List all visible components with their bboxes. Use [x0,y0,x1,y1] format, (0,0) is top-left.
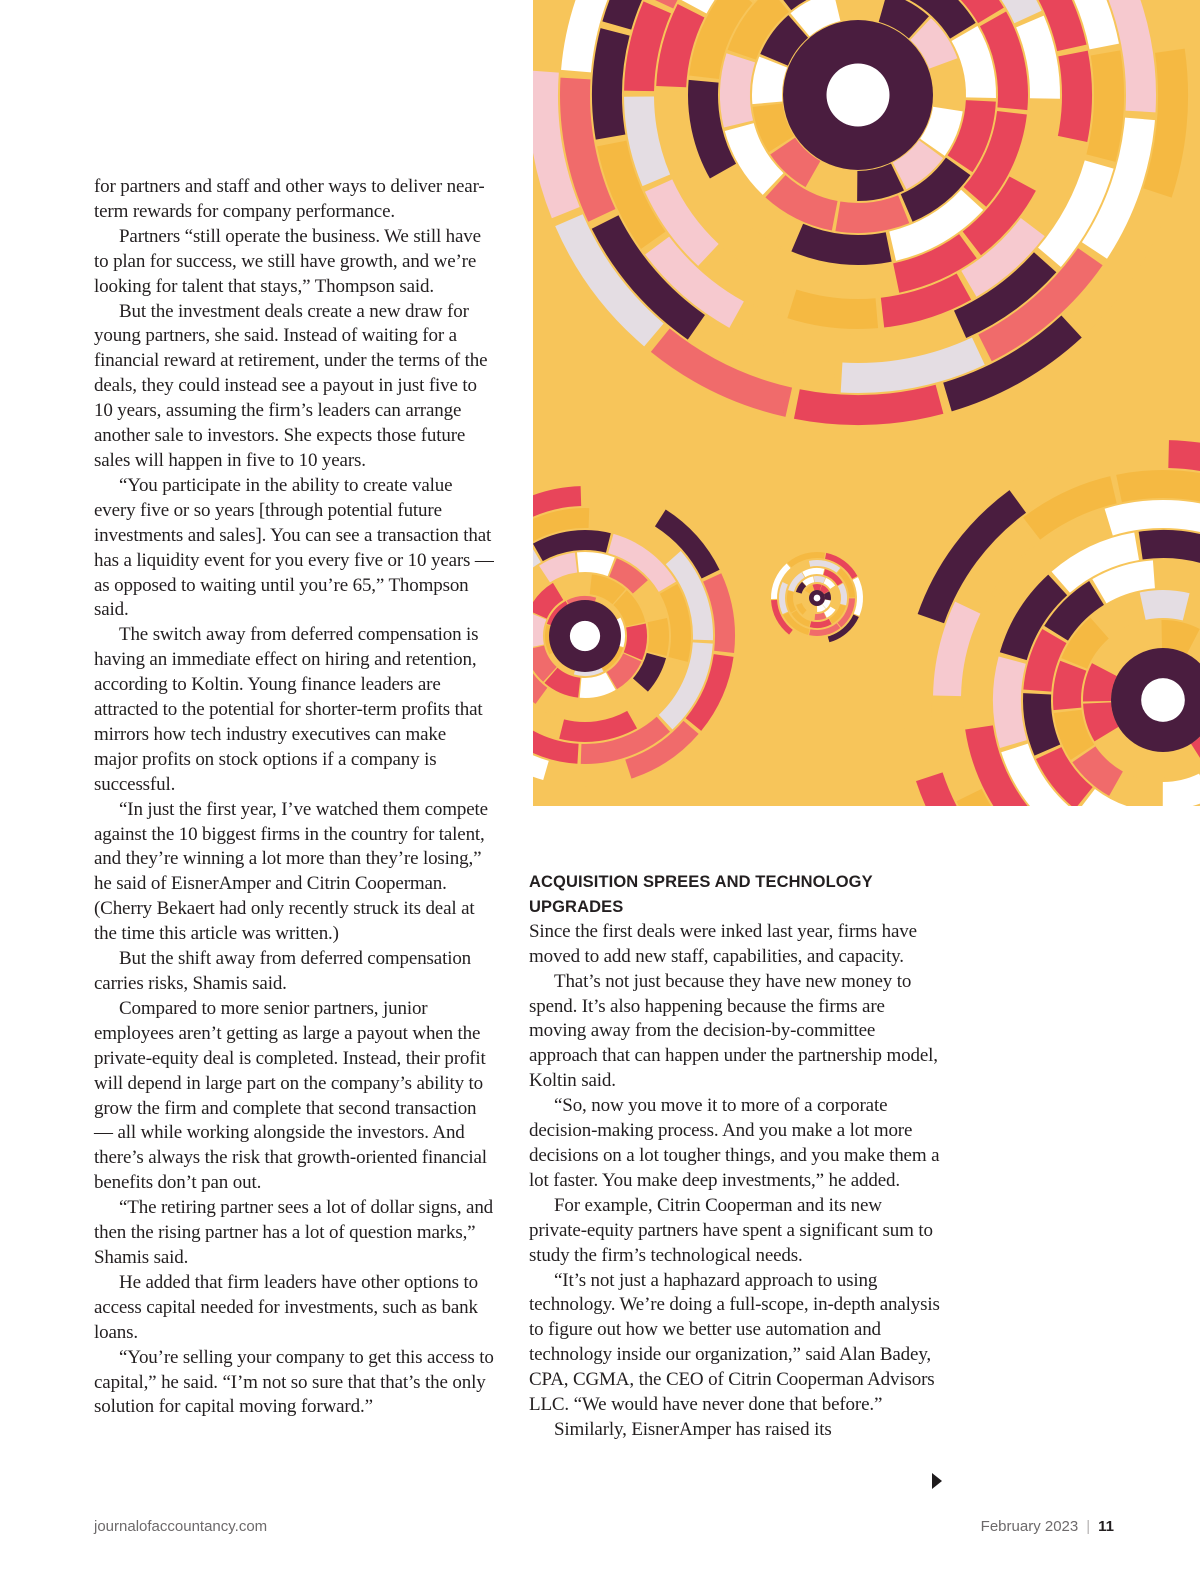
paragraph: “So, now you move it to more of a corporate decision-making process. And you make a lot more decisions on a lot tougher things, and you make them a lot faster. You make deep investments,” he added. [529,1095,940,1191]
ring-segment [647,618,669,656]
paragraph: But the investment deals create a new draw for young partners, she said. Instead of waiting for a financial reward at retirement, under the terms of the deals, they could instead see a payout in just five to 10 years, assuming the firm’s leaders can arrange another sale to investors. She expects those future sales will happen in five to 10 years. [94,300,488,471]
paragraph: Compared to more senior partners, junior employees aren’t getting as large a payout when the private-equity deal is completed. Instead, their profit will depend in large part on the company’s ability to grow the firm and complete that second transaction — all while working alongside the investors. And there’s always the risk that growth-oriented financial benefits don’t pan out. [94,997,487,1194]
ring-segment [809,262,894,297]
ring-segment [1058,51,1092,142]
continue-arrow-icon [932,1473,942,1489]
footer-separator: | [1086,1518,1091,1535]
footer-site-url: journalofaccountancy.com [94,1518,268,1535]
article-column-right [529,870,944,1443]
paragraph: “It’s not just a haphazard approach to using technology. We’re doing a full-scope, in-depth analysis to figure out how we better use automation and technology inside our organization,” said Alan Badey, CPA, CGMA, the CEO of Citrin Cooperman Advisors LLC. “We would have never done that before.” [529,1269,940,1416]
ring-segment [795,592,802,604]
paragraph: That’s not just because they have new money to spend. It’s also happening because the firms are moving away from the decision-by-committee approach that can happen under the partnership model, Koltin said. [529,970,938,1092]
footer-date: February 2023 [980,1518,1079,1535]
paragraph: Since the first deals were inked last year, firms have moved to add new staff, capabilities, and capacity. [529,920,917,967]
concentric-rings-illustration [533,0,1200,806]
page-number: 11 [1098,1518,1114,1535]
small-ring-eye [814,595,821,602]
ring-segment [720,53,755,127]
paragraph: The switch away from deferred compensation is having an immediate effect on hiring and retention, according to Koltin. Young finance leaders are attracted to the potential for shorter-term profits that mirrors how tech industry executives can make major profits on stock options if a company is successful. [94,624,483,795]
paragraph: Similarly, EisnerAmper has raised its [554,1418,832,1440]
paragraph: “You’re selling your company to get this access to capital,” he said. “I’m not so sure that that’s the only solution for capital moving forward.” [94,1346,494,1418]
ring-segment [1140,590,1190,620]
paragraph: For example, Citrin Cooperman and its new private-equity partners have spent a significant sum to study the firm’s technological needs. [529,1194,933,1266]
paragraph: “You participate in the ability to create value every five or so years [through potential future investments and sales]. You can see a transaction that has a liquidity event for you every five or 10 years — as opposed to waiting until you’re 65,” Thompson said. [94,474,494,621]
paragraph: “In just the first year, I’ve watched them compete against the 10 biggest firms in the country for talent, and they’re winning a lot more than they’re losing,” he said of EisnerAmper and Citrin Cooperman. (Cherry Bekaert had only recently struck its deal at the time this article was written.) [94,798,488,945]
illustration-canvas [533,0,1200,806]
right-ring-eye [1141,678,1185,722]
section-heading: ACQUISITION SPREES AND TECHNOLOGY UPGRADES [529,873,873,916]
paragraph: Partners “still operate the business. We still have to plan for success, we still have growth, and we’re looking for talent that stays,” Thompson said. [94,225,481,297]
paragraph: “The retiring partner sees a lot of dollar signs, and then the rising partner has a lot of question marks,” Shamis said. [94,1197,494,1268]
ring-segment [836,0,884,21]
footer-folio [981,1518,1114,1535]
paragraph: But the shift away from deferred compensation carries risks, Shamis said. [94,948,472,994]
large-ring-eye [827,64,890,127]
ring-segment [575,696,613,720]
paragraph: He added that firm leaders have other options to access capital needed for investments, such as bank loans. [94,1271,478,1343]
left-ring-eye [570,621,600,651]
ring-segment [1116,470,1200,503]
paragraph: for partners and staff and other ways to deliver near-term rewards for company performance. [94,176,485,222]
article-column-left [94,175,494,1420]
